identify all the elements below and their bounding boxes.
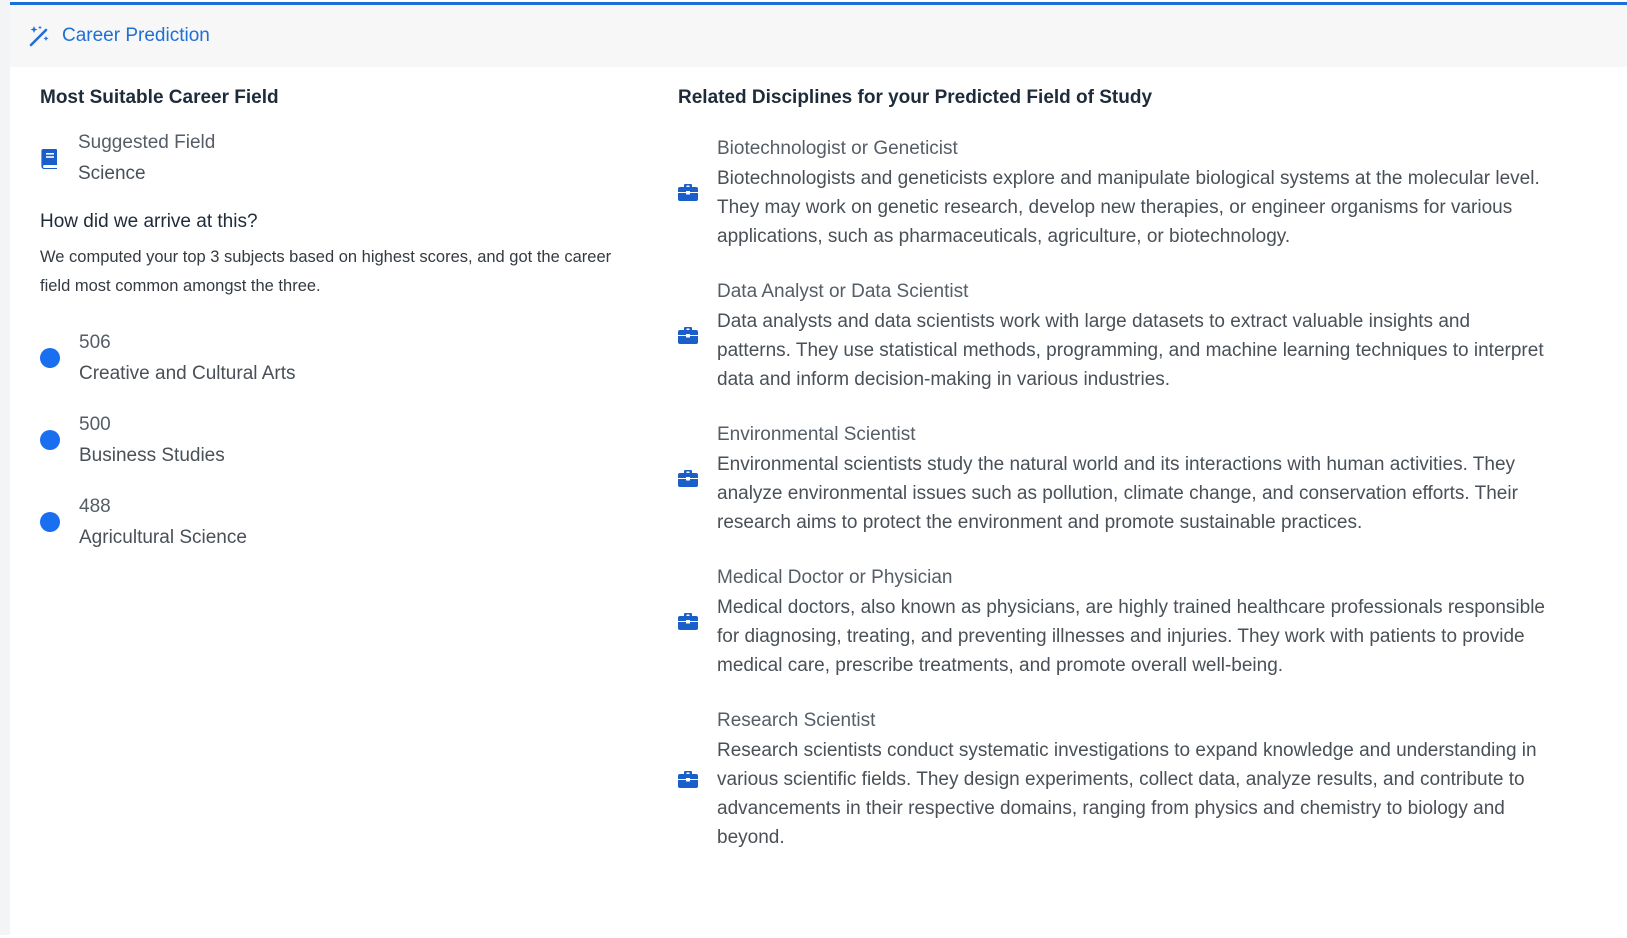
discipline-name: Environmental Scientist bbox=[717, 424, 916, 445]
list-item bbox=[678, 705, 1608, 852]
briefcase-icon bbox=[678, 612, 698, 630]
card-header bbox=[10, 5, 1627, 67]
magic-wand-icon bbox=[28, 24, 52, 48]
list-item bbox=[40, 491, 640, 553]
suggested-field-value: Science bbox=[78, 163, 146, 184]
subject-name: Agricultural Science bbox=[79, 527, 247, 548]
discipline-name: Research Scientist bbox=[717, 710, 876, 731]
bullet-dot-icon bbox=[40, 348, 60, 368]
briefcase-icon bbox=[678, 469, 698, 487]
suggested-field-label: Suggested Field bbox=[78, 132, 216, 153]
bullet-dot-icon bbox=[40, 430, 60, 450]
card-title: Career Prediction bbox=[62, 25, 210, 46]
suggested-field bbox=[40, 127, 640, 189]
discipline-description: Environmental scientists study the natural world and its interactions with human activities. They analyze environmental issues such as pollution, climate change, and conservation efforts. Their research aims to protect the environment and promote sustainable practices. bbox=[717, 454, 1518, 533]
subject-score: 488 bbox=[79, 496, 111, 517]
page-gutter bbox=[0, 0, 10, 935]
discipline-name: Data Analyst or Data Scientist bbox=[717, 281, 969, 302]
discipline-description: Medical doctors, also known as physicians, are highly trained healthcare professionals responsible for diagnosing, treating, and preventing illnesses and injuries. They work with patients to provide medical care, prescribe treatments, and promote overall well-being. bbox=[717, 597, 1546, 676]
how-heading: How did we arrive at this? bbox=[40, 211, 258, 232]
career-prediction-card bbox=[10, 2, 1627, 938]
briefcase-icon bbox=[678, 770, 698, 788]
subject-score: 506 bbox=[79, 332, 111, 353]
briefcase-icon bbox=[678, 326, 698, 344]
list-item bbox=[40, 409, 640, 471]
career-field-section bbox=[40, 87, 640, 553]
book-icon bbox=[40, 147, 60, 169]
list-item bbox=[678, 419, 1608, 537]
related-disciplines-section bbox=[678, 87, 1608, 852]
discipline-description: Biotechnologists and geneticists explore and manipulate biological systems at the molecular level. They may work on genetic research, develop new therapies, or engineer organisms for various applications, such as pharmaceuticals, agriculture, or biotechnology. bbox=[717, 168, 1540, 247]
subject-name: Creative and Cultural Arts bbox=[79, 363, 296, 384]
subject-name: Business Studies bbox=[79, 445, 225, 466]
bullet-dot-icon bbox=[40, 512, 60, 532]
discipline-name: Biotechnologist or Geneticist bbox=[717, 138, 958, 159]
discipline-name: Medical Doctor or Physician bbox=[717, 567, 953, 588]
list-item bbox=[678, 276, 1608, 394]
briefcase-icon bbox=[678, 183, 698, 201]
subject-score: 500 bbox=[79, 414, 111, 435]
discipline-description: Data analysts and data scientists work with large datasets to extract valuable insights and patterns. They use statistical methods, programming, and machine learning techniques to interpret data and inform decision-making in various industries. bbox=[717, 311, 1544, 390]
how-explanation: We computed your top 3 subjects based on highest scores, and got the career field most common amongst the three. bbox=[40, 248, 612, 295]
related-disciplines-heading: Related Disciplines for your Predicted Field of Study bbox=[678, 87, 1153, 108]
list-item bbox=[678, 133, 1608, 251]
discipline-description: Research scientists conduct systematic investigations to expand knowledge and understanding in various scientific fields. They design experiments, collect data, analyze results, and contribute to advancements in their respective domains, ranging from physics and chemistry to biology and beyond. bbox=[717, 740, 1537, 848]
career-field-heading: Most Suitable Career Field bbox=[40, 87, 279, 108]
list-item bbox=[40, 327, 640, 389]
top-subjects-list bbox=[40, 327, 640, 553]
list-item bbox=[678, 562, 1608, 680]
